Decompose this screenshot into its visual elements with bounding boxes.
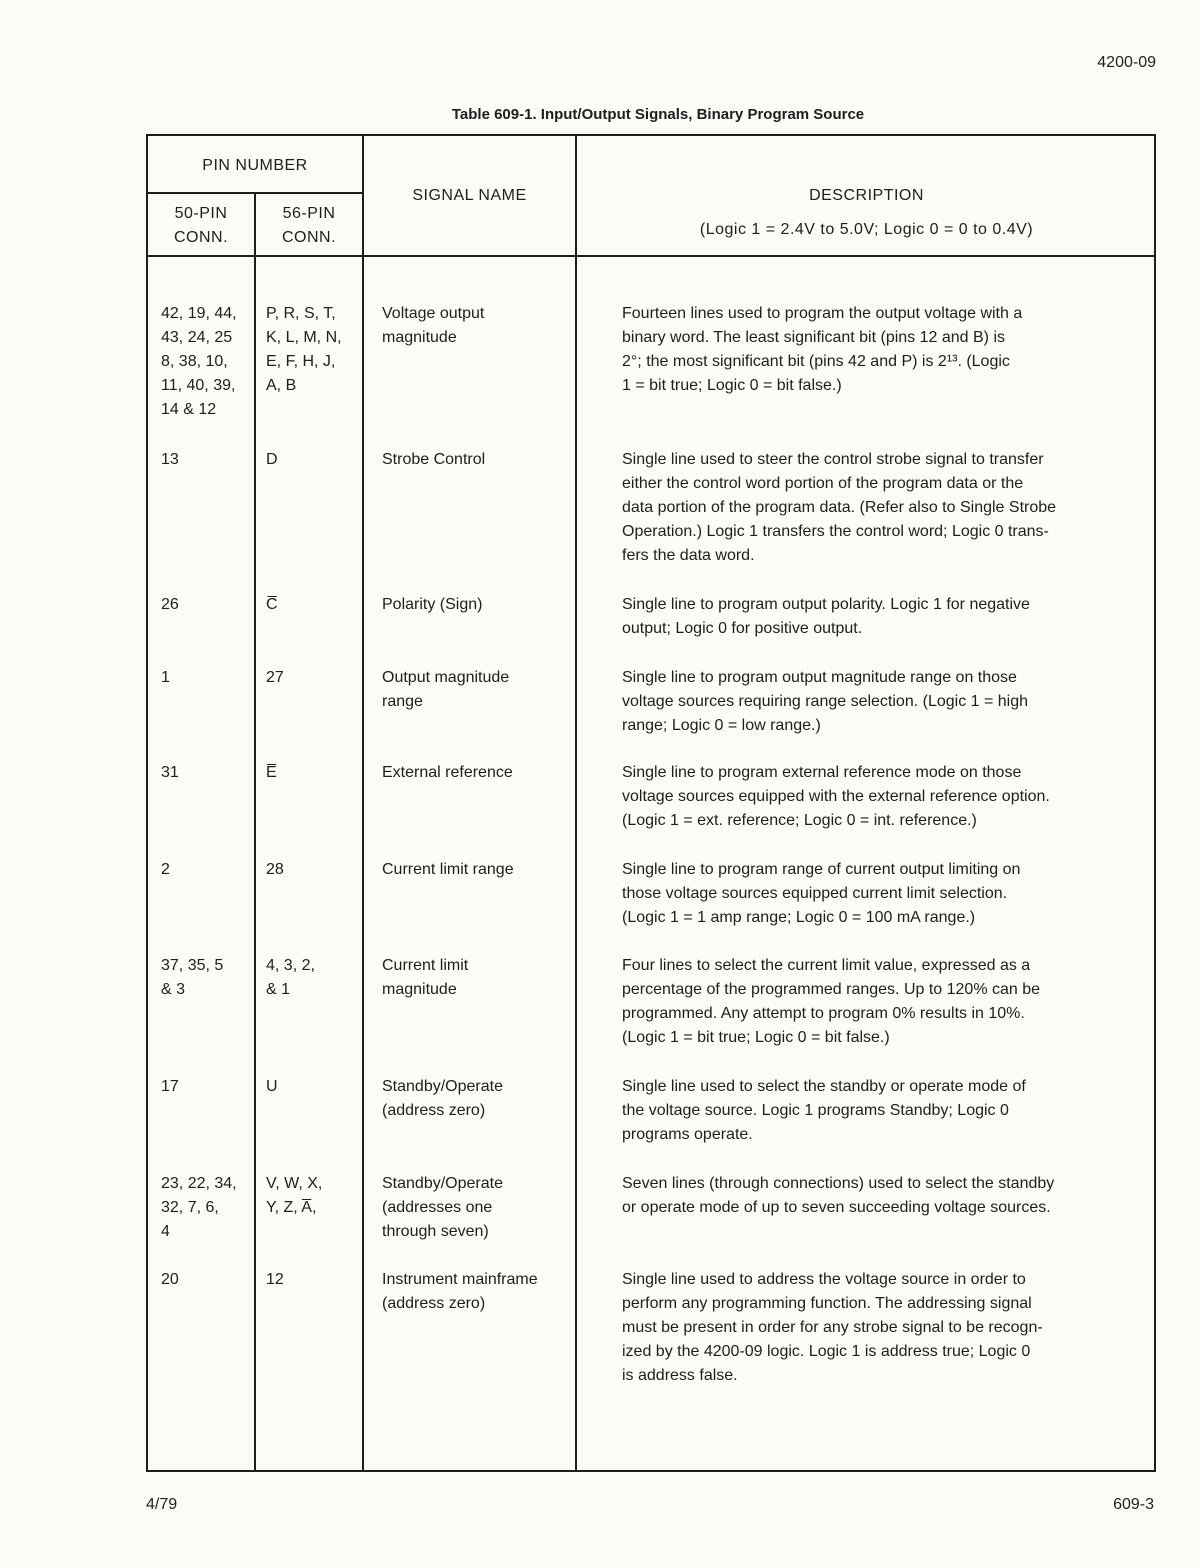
pin-header-divider [148, 192, 364, 194]
signal-name-cell: Standby/Operate (addresses one through seven) [382, 1175, 503, 1240]
header-56-pin: 56-PIN CONN. [281, 205, 337, 246]
header-50-pin: 50-PIN CONN. [173, 205, 229, 246]
signal-name-cell: Output magnitude range [382, 669, 510, 710]
document-id: 4200-09 [1097, 54, 1156, 71]
pin50-cell: 17 [161, 1078, 179, 1095]
pin50-cell: 13 [161, 451, 179, 468]
description-cell: Single line to program output magnitude range on those voltage sources requiring range selection. (Logic 1 = high range; Logic 0 = low range.) [622, 669, 1029, 734]
pin50-cell: 26 [161, 596, 179, 613]
signal-name-cell: Current limit magnitude [382, 957, 469, 998]
pin50-cell: 42, 19, 44, 43, 24, 25 8, 38, 10, 11, 40, 39, 14 & 12 [161, 305, 237, 418]
signals-table [146, 134, 1156, 1472]
pin50-cell: 20 [161, 1271, 179, 1288]
pin56-cell: C̅ [266, 596, 278, 613]
signal-name-cell: Instrument mainframe (address zero) [382, 1271, 538, 1312]
description-cell: Single line to program range of current output limiting on those voltage sources equipped current limit selection. (Logic 1 = 1 amp range; Logic 0 = 100 mA range.) [622, 861, 1021, 926]
description-cell: Seven lines (through connections) used to select the standby or operate mode of up to seven succeeding voltage sources. [622, 1175, 1055, 1216]
pin56-cell: D [266, 451, 278, 468]
pin56-cell: U [266, 1078, 278, 1095]
pin56-cell: 4, 3, 2, & 1 [266, 957, 315, 998]
description-cell: Single line used to steer the control strobe signal to transfer either the control word portion of the program data or the data portion of the program data. (Refer also to Single Strobe Operation.) Logic 1 transfers the control word; Logic 0 trans- fers the data word. [622, 451, 1057, 564]
pin56-cell: V, W, X, Y, Z, A̅, [266, 1175, 323, 1216]
description-cell: Single line used to select the standby or operate mode of the voltage source. Logic 1 programs Standby; Logic 0 programs operate. [622, 1078, 1026, 1143]
pin50-cell: 2 [161, 861, 170, 878]
signal-name-cell: Voltage output magnitude [382, 305, 485, 346]
description-cell: Fourteen lines used to program the output voltage with a binary word. The least significant bit (pins 12 and B) is 2°; the most significant bit (pins 42 and P) is 2¹³. (Logic 1 = bit true; Logic 0 = bit false.) [622, 305, 1023, 394]
footer-date: 4/79 [146, 1496, 178, 1513]
signal-name-cell: External reference [382, 764, 513, 781]
pin56-cell: E̅ [266, 764, 277, 781]
pin50-cell: 37, 35, 5 & 3 [161, 957, 224, 998]
table-caption: Table 609-1. Input/Output Signals, Binary Program Source [451, 106, 865, 123]
pin56-cell: 27 [266, 669, 284, 686]
header-pin-number: PIN NUMBER [202, 157, 308, 174]
pin56-cell: 12 [266, 1271, 284, 1288]
signal-name-cell: Current limit range [382, 861, 514, 878]
description-cell: Single line to program output polarity. Logic 1 for negative output; Logic 0 for positive output. [622, 596, 1030, 637]
signal-name-cell: Polarity (Sign) [382, 596, 483, 613]
header-description: DESCRIPTION [809, 187, 924, 204]
header-bottom-rule [148, 255, 1154, 257]
page-number: 609-3 [1113, 1496, 1154, 1513]
header-signal-name: SIGNAL NAME [412, 187, 527, 204]
description-cell: Four lines to select the current limit value, expressed as a percentage of the programmed ranges. Up to 120% can be programmed. Any attempt to program 0% results in 10%. (Logic 1 = bit true; Logic 0 = bit false.) [622, 957, 1041, 1046]
pin56-cell: 28 [266, 861, 284, 878]
pin50-cell: 31 [161, 764, 179, 781]
signal-name-cell: Strobe Control [382, 451, 486, 468]
pin56-cell: P, R, S, T, K, L, M, N, E, F, H, J, A, B [266, 305, 342, 394]
header-logic-levels: (Logic 1 = 2.4V to 5.0V; Logic 0 = 0 to 0.4V) [699, 221, 1034, 238]
pin50-cell: 23, 22, 34, 32, 7, 6, 4 [161, 1175, 237, 1240]
description-cell: Single line to program external reference mode on those voltage sources equipped with the external reference option. (Logic 1 = ext. reference; Logic 0 = int. reference.) [622, 764, 1050, 829]
description-cell: Single line used to address the voltage source in order to perform any programming function. The addressing signal must be present in order for any strobe signal to be recogn- ized by the 4200-09 logic. Logic 1 is address true; Logic 0 is address false. [622, 1271, 1043, 1384]
pin50-cell: 1 [161, 669, 170, 686]
signal-name-cell: Standby/Operate (address zero) [382, 1078, 503, 1119]
